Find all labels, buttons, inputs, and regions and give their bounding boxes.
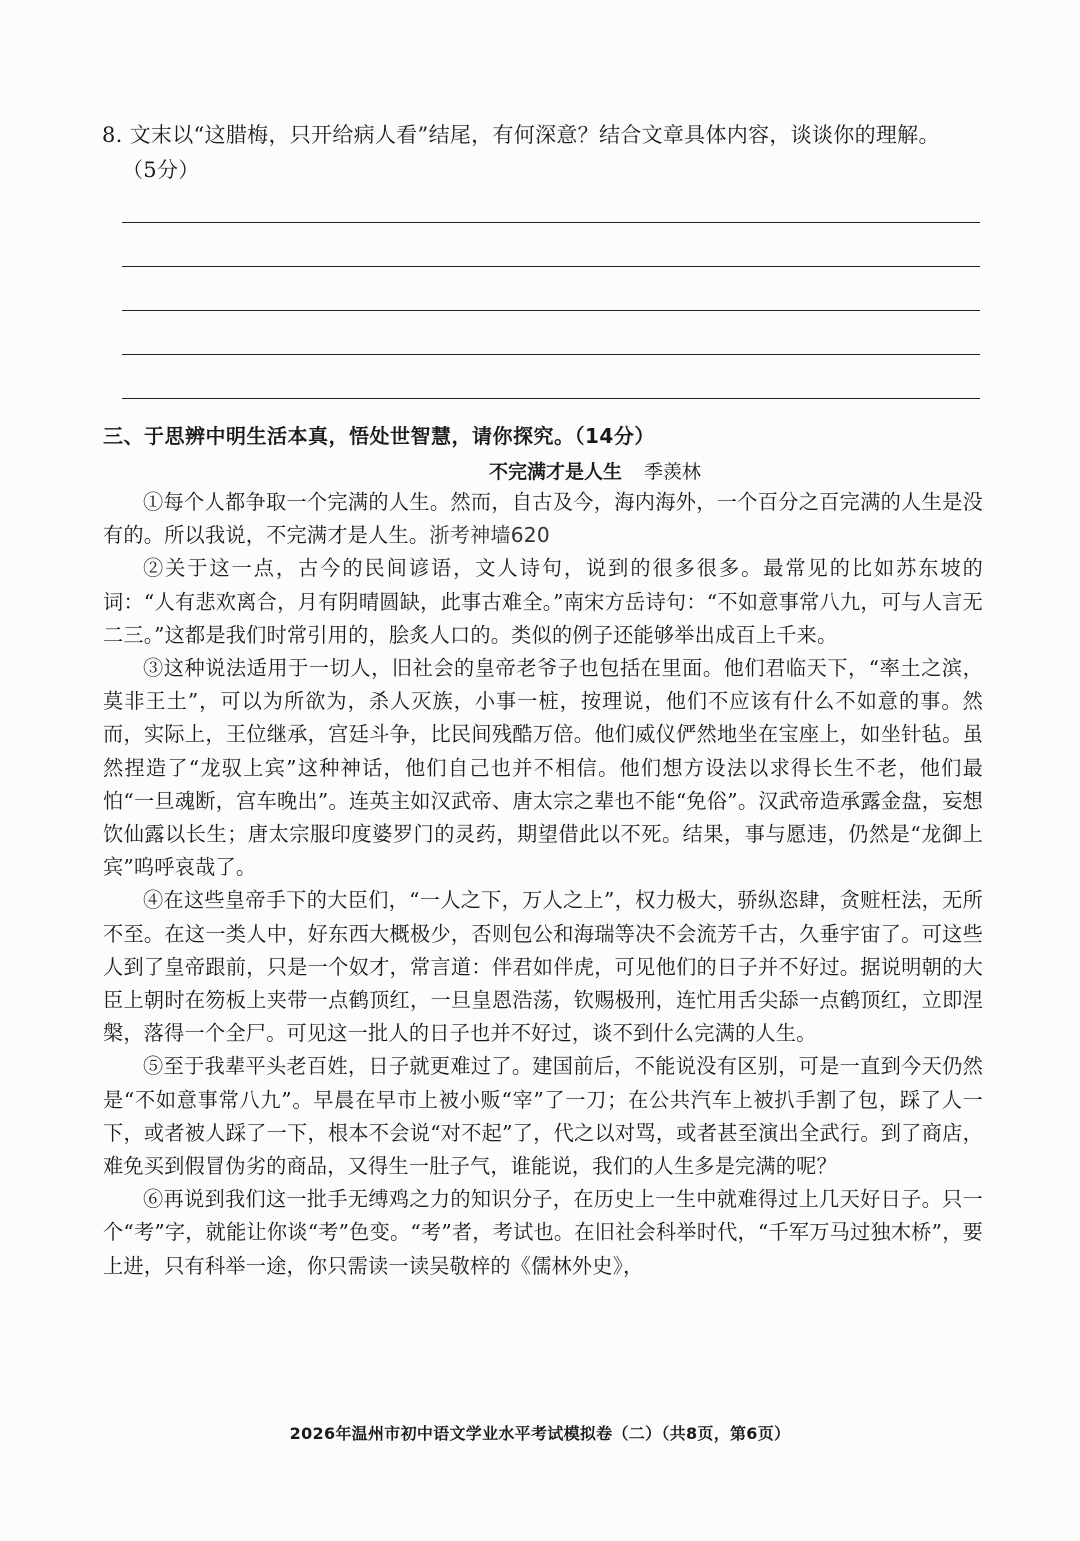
paragraph-text: ⑥再说到我们这一批手无缚鸡之力的知识分子，在历史上一生中就难得过上几天好日子。只一个“考”字，就能让你谈“考”色变。“考”者，考试也。在旧社会科举时代，“千军万马过独木桥”，要上进，只有科举一途，你只需读一读吴敬梓的《儒林外史》， (103, 1187, 983, 1278)
answer-line[interactable] (122, 266, 980, 267)
paragraph-text: ①每个人都争取一个完满的人生。然而，自古及今，海内海外，一个百分之百完满的人生是没有的。所以我说，不完满才是人生。 (103, 490, 983, 548)
paragraph-1 (103, 486, 983, 552)
question-8 (102, 118, 992, 188)
answer-line[interactable] (122, 310, 980, 311)
paragraph-text: ②关于这一点，古今的民间谚语，文人诗句，说到的很多很多。最常见的比如苏东坡的词：“人有悲欢离合，月有阴晴圆缺，此事古难全。”南宋方岳诗句：“不如意事常八九，可与人言无二三。”这都是我们时常引用的，脍炙人口的。类似的例子还能够举出成百上千来。 (103, 556, 983, 647)
paragraph-3 (103, 652, 983, 884)
paragraph-6 (103, 1183, 983, 1283)
paragraph-2 (103, 552, 983, 652)
article-heading (0, 457, 1080, 484)
section-3-title: 三、于思辨中明生活本真，悟处世智慧，请你探究。（14分） (103, 424, 655, 448)
question-8-text: 8. 文末以“这腊梅，只开给病人看”结尾，有何深意？结合文章具体内容，谈谈你的理解。 (102, 123, 940, 147)
answer-line[interactable] (122, 354, 980, 355)
paragraph-5 (103, 1050, 983, 1183)
paragraph-text: ④在这些皇帝手下的大臣们，“一人之下，万人之上”，权力极大，骄纵恣肆，贪赃枉法，无所不至。在这一类人中，好东西大概极少，否则包公和海瑞等决不会流芳千古，久垂宇宙了。可这些人到了皇帝跟前，只是一个奴才，常言道：伴君如伴虎，可见他们的日子并不好过。据说明朝的大臣上朝时在笏板上夹带一点鹤顶红，一旦皇恩浩荡，钦赐极刑，连忙用舌尖舔一点鹤顶红，立即涅槃，落得一个全尸。可见这一批人的日子也并不好过，谈不到什么完满的人生。 (103, 888, 983, 1046)
answer-line[interactable] (122, 398, 980, 399)
paragraph-text: ⑤至于我辈平头老百姓，日子就更难过了。建国前后，不能说没有区别，可是一直到今天仍然是“不如意事常八九”。早晨在早市上被小贩“宰”了一刀；在公共汽车上被扒手割了包，踩了人一下，或者被人踩了一下，根本不会说“对不起”了，代之以对骂，或者甚至演出全武行。到了商店，难免买到假冒伪劣的商品，又得生一肚子气，谁能说，我们的人生多是完满的呢？ (103, 1054, 983, 1179)
article-body (103, 486, 983, 1283)
answer-lines (122, 222, 980, 442)
question-8-points: （5分） (122, 158, 200, 182)
watermark-text: 浙考神墙620 (429, 523, 550, 548)
page-footer: 2026年温州市初中语文学业水平考试模拟卷（二）（共8页，第6页） (289, 1424, 791, 1443)
paragraph-text: ③这种说法适用于一切人，旧社会的皇帝老爷子也包括在里面。他们君临天下，“率土之滨，莫非王土”，可以为所欲为，杀人灭族，小事一桩，按理说，他们不应该有什么不如意的事。然而，实际上，王位继承，宫廷斗争，比民间残酷万倍。他们威仪俨然地坐在宝座上，如坐针毡。虽然捏造了“龙驭上宾”这种神话，他们自己也并不相信。他们想方设法以求得长生不老，他们最怕“一旦魂断，宫车晚出”。连英主如汉武帝、唐太宗之辈也不能“免俗”。汉武帝造承露金盘，妄想饮仙露以长生；唐太宗服印度婆罗门的灵药，期望借此以不死。结果，事与愿违，仍然是“龙御上宾”呜呼哀哉了。 (103, 656, 983, 880)
article-title: 不完满才是人生 (488, 461, 622, 483)
article-author: 季羡林 (644, 461, 702, 483)
paragraph-4 (103, 884, 983, 1050)
answer-line[interactable] (122, 222, 980, 223)
